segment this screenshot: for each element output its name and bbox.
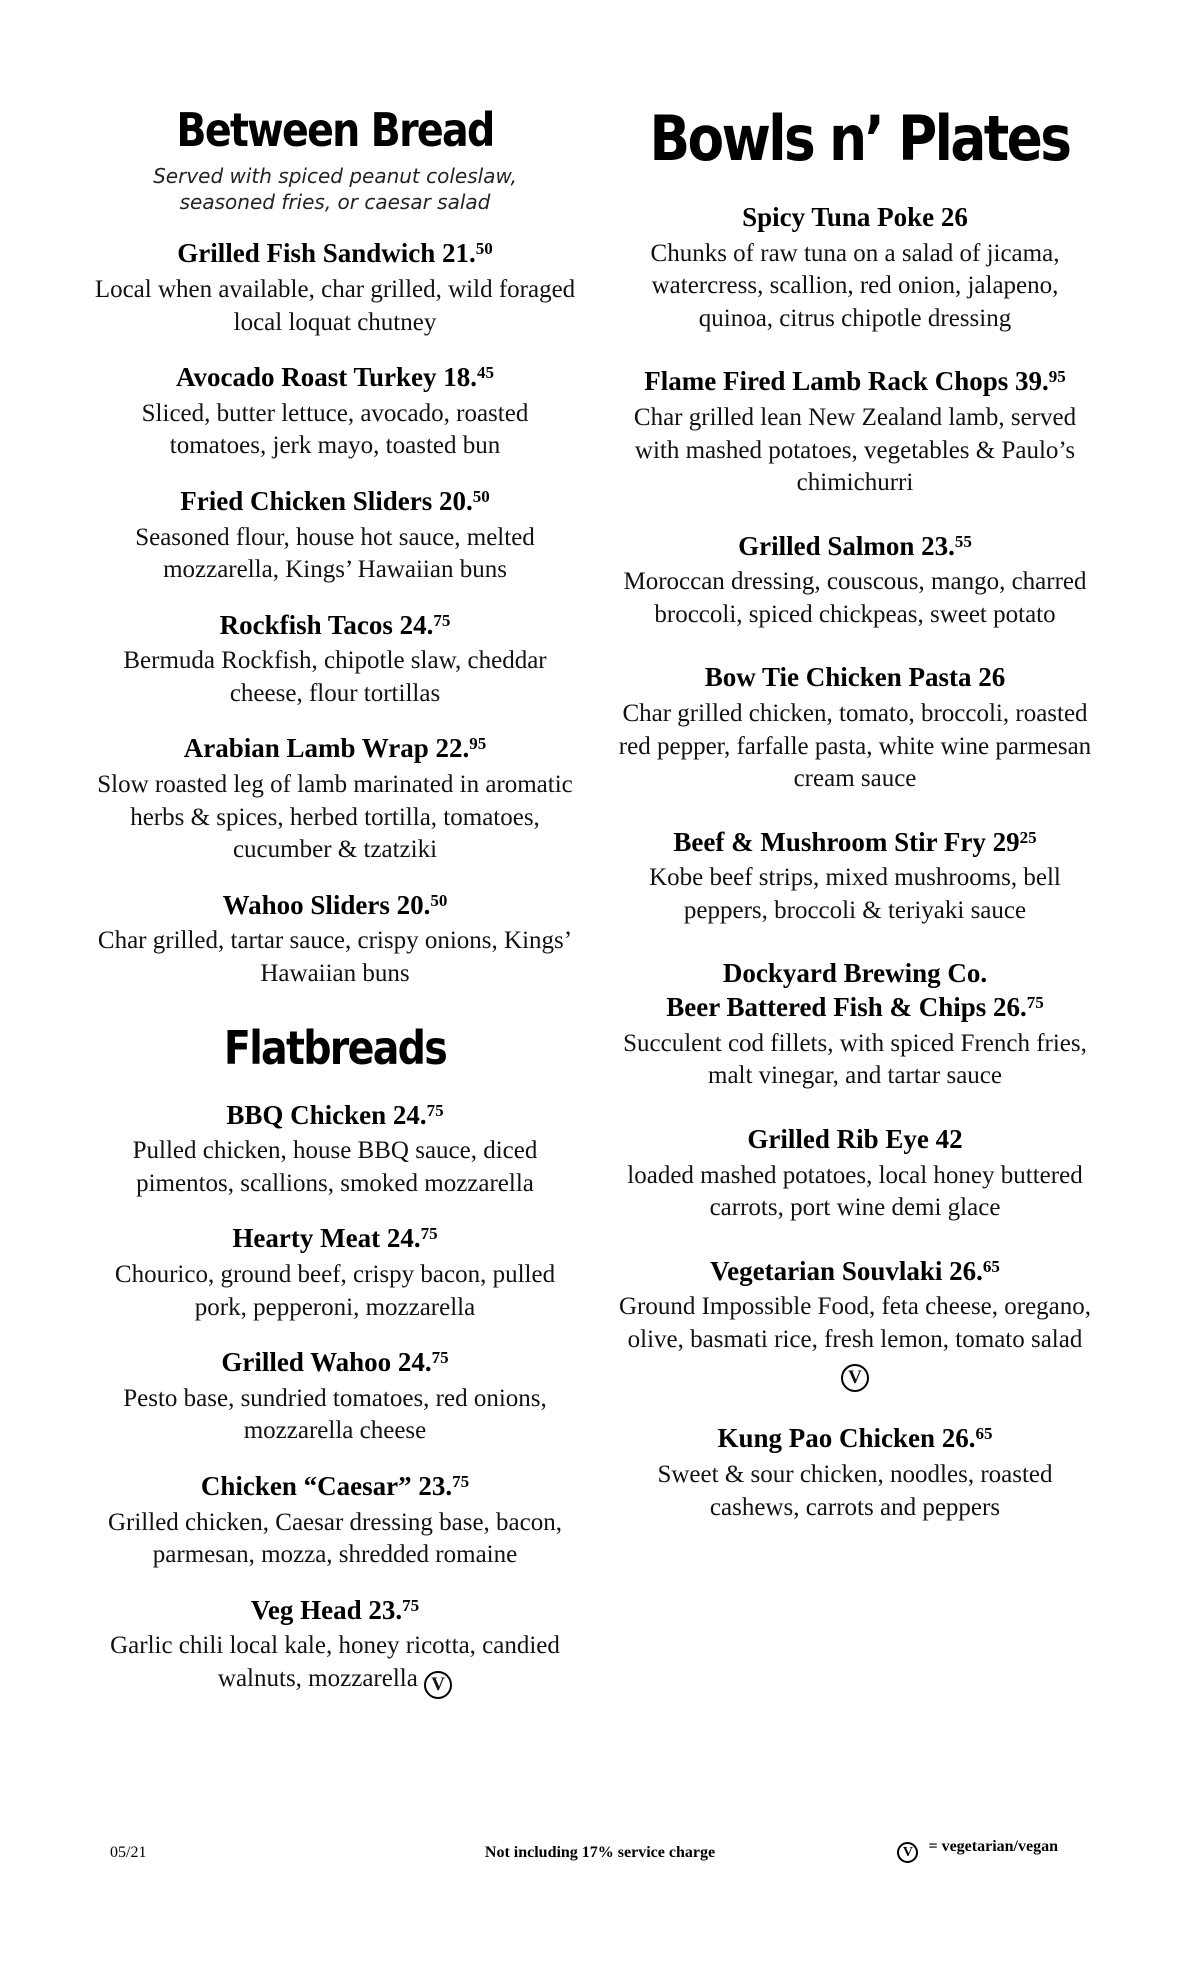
section-title: Bowls n’ Plates — [649, 102, 1070, 175]
price-dot: . — [466, 485, 473, 516]
item-price: 39.95 — [1015, 366, 1066, 397]
menu-item — [94, 1346, 576, 1448]
section-subtitle — [94, 163, 576, 215]
item-price: 24.75 — [386, 1223, 438, 1254]
menu-item — [94, 361, 576, 463]
price-cents: 65 — [982, 1256, 1000, 1276]
price-cents: 75 — [402, 1595, 420, 1615]
item-description: Seasoned flour, house hot sauce, melted mozzarella, Kings’ Hawaiian buns — [135, 523, 535, 584]
item-description: Succulent cod fillets, with spiced French fries, malt vinegar, and tartar sauce — [623, 1029, 1087, 1090]
item-name: Kung Pao Chicken 26.65 — [717, 1423, 993, 1454]
item-price: 42 — [935, 1123, 963, 1154]
item-name: BBQ Chicken 24.75 — [226, 1099, 444, 1130]
item-price: 23.75 — [368, 1594, 420, 1625]
item-description: Sweet & sour chicken, noodles, roasted cashews, carrots and peppers — [657, 1461, 1053, 1521]
item-price: $29^{25}$ — [992, 826, 1037, 857]
item-description: Sliced, butter lettuce, avocado, roasted tomatoes, jerk mayo, toasted bun — [141, 399, 529, 460]
price-dot: . — [445, 1470, 453, 1501]
menu-section — [94, 103, 576, 990]
price-dot: . — [948, 530, 955, 561]
item-name: Veg Head 23.75 — [250, 1594, 420, 1625]
price-dot: . — [395, 1594, 403, 1625]
menu-item — [616, 1422, 1094, 1524]
price-cents: 75 — [431, 1348, 449, 1368]
price-dot: . — [426, 609, 434, 640]
item-description: Slow roasted leg of lamb marinated in aromatic herbs & spices, herbed tortilla, tomatoes, cucumber & tzatziki — [97, 771, 573, 864]
item-price: 22.95 — [435, 733, 487, 764]
price-dot: . — [423, 889, 431, 920]
price-dot: . — [469, 238, 476, 269]
footer-date: 05/21 — [110, 1844, 147, 1861]
item-description: Chourico, ground beef, crispy bacon, pulled pork, pepperoni, mozzarella — [114, 1261, 556, 1321]
price-dot: . — [968, 1423, 976, 1454]
item-price: 26 — [978, 662, 1006, 693]
menu-item — [616, 1123, 1094, 1225]
item-name: Hearty Meat 24.75 — [232, 1223, 438, 1254]
price-dot: . — [462, 733, 470, 764]
menu-section — [94, 1021, 576, 1699]
vegetarian-icon: V — [841, 1364, 869, 1392]
item-description: Kobe beef strips, mixed mushrooms, bell peppers, broccoli & teriyaki sauce — [649, 864, 1061, 924]
item-name: Dockyard Brewing Co. — [722, 958, 988, 989]
item-price: 26 — [940, 202, 968, 233]
price-dot: . — [1042, 366, 1049, 397]
item-name: Chicken “Caesar” 23.75 — [200, 1470, 470, 1501]
item-name: Grilled Rib Eye 42 — [747, 1123, 963, 1154]
price-cents: 25 — [1019, 827, 1037, 847]
item-description: Ground Impossible Food, feta cheese, oregano, olive, basmati rice, fresh lemon, tomato salad V — [616, 1291, 1094, 1392]
item-price: 20.50 — [396, 889, 448, 920]
menu-section — [616, 102, 1094, 1524]
menu-item — [94, 732, 576, 866]
price-cents: 95 — [469, 734, 487, 754]
price-dot: . — [413, 1223, 421, 1254]
item-name: Grilled Wahoo 24.75 — [221, 1347, 449, 1378]
menu-item — [94, 1099, 576, 1201]
menu-item — [94, 609, 576, 711]
item-name: Flame Fired Lamb Rack Chops 39.95 — [644, 366, 1066, 397]
price-cents: 75 — [420, 1224, 438, 1244]
item-price: 23.75 — [418, 1470, 470, 1501]
menu-item — [94, 1470, 576, 1572]
item-description: Pesto base, sundried tomatoes, red onions, mozzarella cheese — [123, 1384, 547, 1445]
item-description: Garlic chili local kale, honey ricotta, candied walnuts, mozzarella V — [94, 1630, 576, 1699]
price-dot: . — [419, 1099, 427, 1130]
item-name: Fried Chicken Sliders 20.50 — [180, 485, 490, 516]
price-cents: 45 — [477, 363, 495, 383]
item-name: Grilled Salmon 23.55 — [738, 530, 972, 561]
menu-item — [94, 1222, 576, 1324]
item-description: Local when available, char grilled, wild foraged local loquat chutney — [94, 276, 576, 336]
item-price: 26.65 — [941, 1423, 993, 1454]
price-cents: 55 — [954, 531, 972, 551]
item-description: Char grilled lean New Zealand lamb, served with mashed potatoes, vegetables & Paulo’s chimichurri — [633, 404, 1077, 497]
item-price: 23.55 — [921, 530, 972, 561]
section-title: Flatbreads — [223, 1021, 447, 1076]
vegetarian-icon: V — [897, 1842, 918, 1863]
menu-item — [94, 889, 576, 991]
item-price: 26.65 — [949, 1255, 1000, 1286]
footer-veg-legend — [897, 1838, 1058, 1863]
item-price: 21.50 — [442, 238, 493, 269]
price-dot: . — [1020, 992, 1027, 1023]
menu-item — [616, 365, 1094, 499]
subtitle-line: seasoned fries, or caesar salad — [179, 190, 491, 215]
menu-column-left — [94, 103, 576, 1705]
item-name: Rockfish Tacos 24.75 — [219, 609, 451, 640]
price-cents: 50 — [472, 486, 490, 506]
item-description: Chunks of raw tuna on a salad of jicama, watercress, scallion, red onion, jalapeno, quinoa, citrus chipotle dressing — [650, 239, 1060, 332]
item-name: Avocado Roast Turkey 18.45 — [175, 362, 495, 393]
item-price: 20.50 — [439, 485, 490, 516]
item-price: 26.75 — [993, 992, 1044, 1023]
price-cents: 65 — [975, 1424, 993, 1444]
section-title: Between Bread — [176, 103, 494, 157]
price-cents: 75 — [426, 1100, 444, 1120]
item-description: Char grilled chicken, tomato, broccoli, roasted red pepper, farfalle pasta, white wine parmesan cream sauce — [618, 700, 1092, 793]
price-dot: . — [424, 1347, 432, 1378]
item-price: 24.75 — [392, 1099, 444, 1130]
price-cents: 75 — [1026, 993, 1044, 1013]
item-price: 24.75 — [399, 609, 451, 640]
item-name: Arabian Lamb Wrap 22.95 — [183, 733, 487, 764]
item-name: Beer Battered Fish & Chips 26.75 — [666, 992, 1044, 1023]
item-price: 24.75 — [397, 1347, 449, 1378]
menu-item — [616, 1255, 1094, 1393]
item-description: Grilled chicken, Caesar dressing base, bacon, parmesan, mozza, shredded romaine — [107, 1508, 562, 1569]
price-dot: . — [470, 362, 478, 393]
price-cents: 75 — [452, 1471, 470, 1491]
item-name: Spicy Tuna Poke 26 — [742, 202, 968, 233]
item-name: Wahoo Sliders 20.50 — [222, 889, 448, 920]
item-name: Vegetarian Souvlaki 26.65 — [710, 1255, 1000, 1286]
item-description: Char grilled, tartar sauce, crispy onions, Kings’ Hawaiian buns — [97, 927, 573, 987]
item-price: 18.45 — [443, 362, 495, 393]
menu-item — [94, 485, 576, 587]
item-description: loaded mashed potatoes, local honey buttered carrots, port wine demi glace — [627, 1161, 1083, 1222]
menu-item — [94, 237, 576, 339]
price-cents: 75 — [433, 610, 451, 630]
price-cents: 50 — [430, 890, 448, 910]
menu-item — [616, 957, 1094, 1093]
footer-service-charge-note: Not including 17% service charge — [484, 1844, 716, 1861]
footer-veg-legend-text: = vegetarian/vegan — [928, 1838, 1058, 1855]
menu-item — [616, 661, 1094, 795]
menu-footer — [0, 1834, 1200, 1878]
price-dot: . — [976, 1255, 983, 1286]
item-name: Bow Tie Chicken Pasta 26 — [704, 662, 1006, 693]
menu-item — [616, 826, 1094, 928]
item-description: Pulled chicken, house BBQ sauce, diced pimentos, scallions, smoked mozzarella — [132, 1137, 538, 1197]
subtitle-line: Served with spiced peanut coleslaw, — [153, 164, 517, 189]
menu-item — [616, 530, 1094, 632]
item-description: Moroccan dressing, couscous, mango, charred broccoli, spiced chickpeas, sweet potato — [623, 568, 1087, 628]
price-cents: 95 — [1048, 367, 1066, 387]
item-description: Bermuda Rockfish, chipotle slaw, cheddar cheese, flour tortillas — [123, 647, 547, 707]
item-name: Grilled Fish Sandwich 21.50 — [177, 238, 493, 269]
menu-column-right — [616, 102, 1094, 1530]
menu-item — [616, 201, 1094, 335]
menu-item — [94, 1594, 576, 1699]
vegetarian-icon: V — [424, 1671, 452, 1699]
item-name: Beef & Mushroom Stir Fry $29^{25}$ — [673, 826, 1037, 857]
price-cents: 50 — [475, 239, 493, 259]
